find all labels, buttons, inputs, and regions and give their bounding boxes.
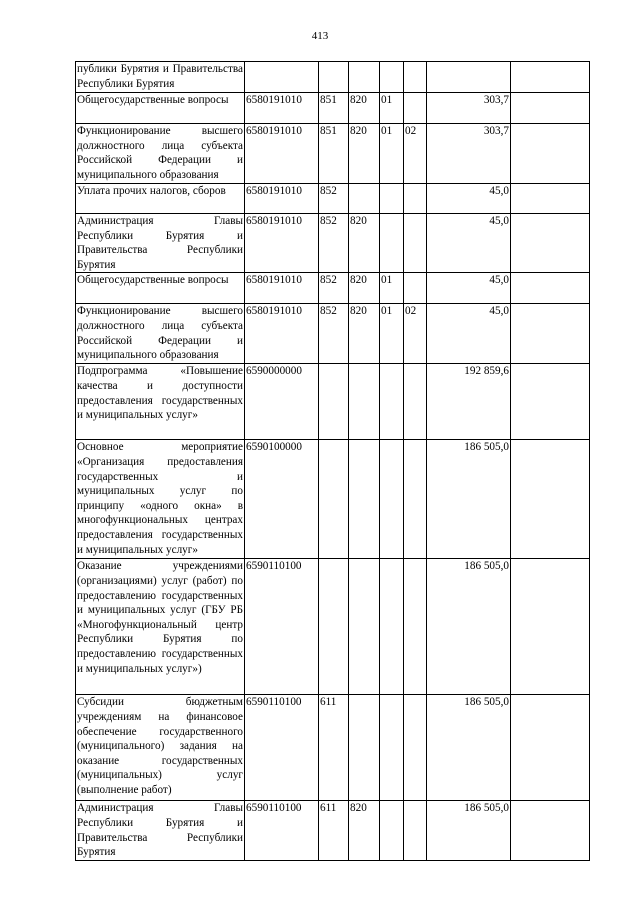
cell-target-code: 6580191010 [245, 184, 319, 214]
cell-expense-type: 611 [319, 695, 349, 801]
cell-amount [427, 62, 511, 93]
cell-extra [511, 304, 590, 364]
table-row [76, 559, 590, 695]
cell-extra [511, 124, 590, 184]
cell-section: 01 [380, 93, 404, 124]
cell-amount: 192 859,6 [427, 364, 511, 440]
cell-administrator [349, 364, 380, 440]
cell-extra [511, 695, 590, 801]
cell-subsection [404, 440, 427, 559]
cell-name: Субсидии бюджетным учреждениям на финансовое обеспечение государственного (муниципального) задания на оказание государственных (муниципальных) услуг (выполнение работ) [76, 695, 245, 801]
cell-expense-type: 611 [319, 801, 349, 860]
cell-name: Администрация Главы Республики Бурятия и Правительства Республики Бурятия [76, 214, 245, 273]
cell-extra [511, 214, 590, 273]
cell-target-code: 6590110100 [245, 559, 319, 695]
cell-name: Администрация Главы Республики Бурятия и Правительства Республики Бурятия [76, 801, 245, 860]
cell-subsection [404, 214, 427, 273]
table-row [76, 364, 590, 440]
cell-section [380, 364, 404, 440]
cell-administrator [349, 559, 380, 695]
cell-expense-type: 852 [319, 184, 349, 214]
cell-name: Оказание учреждениями (организациями) услуг (работ) по предоставлению государственных и муниципальных услуг (ГБУ РБ «Многофункциональный центр Республики Бурятия по предоставлению государственных и муниципальных услуг») [76, 559, 245, 695]
cell-section: 01 [380, 124, 404, 184]
cell-extra [511, 364, 590, 440]
cell-administrator: 820 [349, 273, 380, 304]
cell-section [380, 559, 404, 695]
cell-extra [511, 184, 590, 214]
cell-amount: 303,7 [427, 124, 511, 184]
cell-administrator: 820 [349, 304, 380, 364]
cell-subsection [404, 801, 427, 860]
cell-section [380, 440, 404, 559]
cell-administrator: 820 [349, 214, 380, 273]
table-row [76, 184, 590, 214]
cell-expense-type: 851 [319, 124, 349, 184]
cell-amount: 186 505,0 [427, 440, 511, 559]
table-row [76, 124, 590, 184]
cell-name: Функционирование высшего должностного лица субъекта Российской Федерации и муниципального образования [76, 124, 245, 184]
cell-expense-type: 852 [319, 273, 349, 304]
cell-administrator [349, 440, 380, 559]
cell-target-code: 6580191010 [245, 93, 319, 124]
cell-expense-type: 851 [319, 93, 349, 124]
cell-expense-type [319, 440, 349, 559]
cell-subsection [404, 559, 427, 695]
cell-section [380, 184, 404, 214]
cell-amount: 186 505,0 [427, 695, 511, 801]
cell-section [380, 801, 404, 860]
cell-target-code: 6590100000 [245, 440, 319, 559]
cell-amount: 186 505,0 [427, 559, 511, 695]
cell-extra [511, 273, 590, 304]
cell-target-code: 6580191010 [245, 124, 319, 184]
cell-administrator [349, 184, 380, 214]
cell-target-code: 6580191010 [245, 273, 319, 304]
cell-section: 01 [380, 273, 404, 304]
table-body [76, 62, 590, 861]
cell-target-code: 6580191010 [245, 304, 319, 364]
cell-administrator: 820 [349, 124, 380, 184]
cell-name: Основное мероприятие «Организация предоставления государственных и муниципальных услуг по принципу «одного окна» в многофункциональных центрах предоставления государственных и муниципальных услуг» [76, 440, 245, 559]
cell-name: Общегосударственные вопросы [76, 93, 245, 124]
cell-name: Подпрограмма «Повышение качества и доступности предоставления государственных и муниципальных услуг» [76, 364, 245, 440]
cell-subsection [404, 184, 427, 214]
cell-target-code [245, 62, 319, 93]
cell-name: Уплата прочих налогов, сборов [76, 184, 245, 214]
cell-amount: 186 505,0 [427, 801, 511, 860]
cell-expense-type [319, 62, 349, 93]
cell-amount: 45,0 [427, 273, 511, 304]
cell-target-code: 6580191010 [245, 214, 319, 273]
table-row [76, 214, 590, 273]
cell-name: публики Бурятия и Правительства Республики Бурятия [76, 62, 245, 93]
cell-amount: 45,0 [427, 184, 511, 214]
cell-section: 01 [380, 304, 404, 364]
cell-name: Общегосударственные вопросы [76, 273, 245, 304]
table-row [76, 695, 590, 801]
cell-administrator: 820 [349, 93, 380, 124]
cell-extra [511, 440, 590, 559]
cell-subsection [404, 62, 427, 93]
cell-extra [511, 801, 590, 860]
cell-amount: 45,0 [427, 304, 511, 364]
cell-subsection: 02 [404, 124, 427, 184]
cell-target-code: 6590000000 [245, 364, 319, 440]
cell-expense-type: 852 [319, 214, 349, 273]
cell-extra [511, 62, 590, 93]
cell-subsection [404, 364, 427, 440]
table-row [76, 273, 590, 304]
cell-subsection [404, 695, 427, 801]
cell-subsection [404, 273, 427, 304]
cell-expense-type: 852 [319, 304, 349, 364]
cell-extra [511, 93, 590, 124]
cell-target-code: 6590110100 [245, 695, 319, 801]
cell-section [380, 214, 404, 273]
cell-section [380, 695, 404, 801]
cell-amount: 303,7 [427, 93, 511, 124]
table-row [76, 440, 590, 559]
cell-expense-type [319, 559, 349, 695]
cell-expense-type [319, 364, 349, 440]
budget-table [75, 61, 590, 861]
cell-name: Функционирование высшего должностного лица субъекта Российской Федерации и муниципального образования [76, 304, 245, 364]
cell-administrator: 820 [349, 801, 380, 860]
cell-extra [511, 559, 590, 695]
table-row [76, 62, 590, 93]
cell-administrator [349, 695, 380, 801]
cell-subsection: 02 [404, 304, 427, 364]
cell-subsection [404, 93, 427, 124]
page-number: 413 [311, 30, 329, 42]
cell-target-code: 6590110100 [245, 801, 319, 860]
table-row [76, 801, 590, 860]
cell-administrator [349, 62, 380, 93]
table-row [76, 93, 590, 124]
cell-section [380, 62, 404, 93]
table-row [76, 304, 590, 364]
cell-amount: 45,0 [427, 214, 511, 273]
